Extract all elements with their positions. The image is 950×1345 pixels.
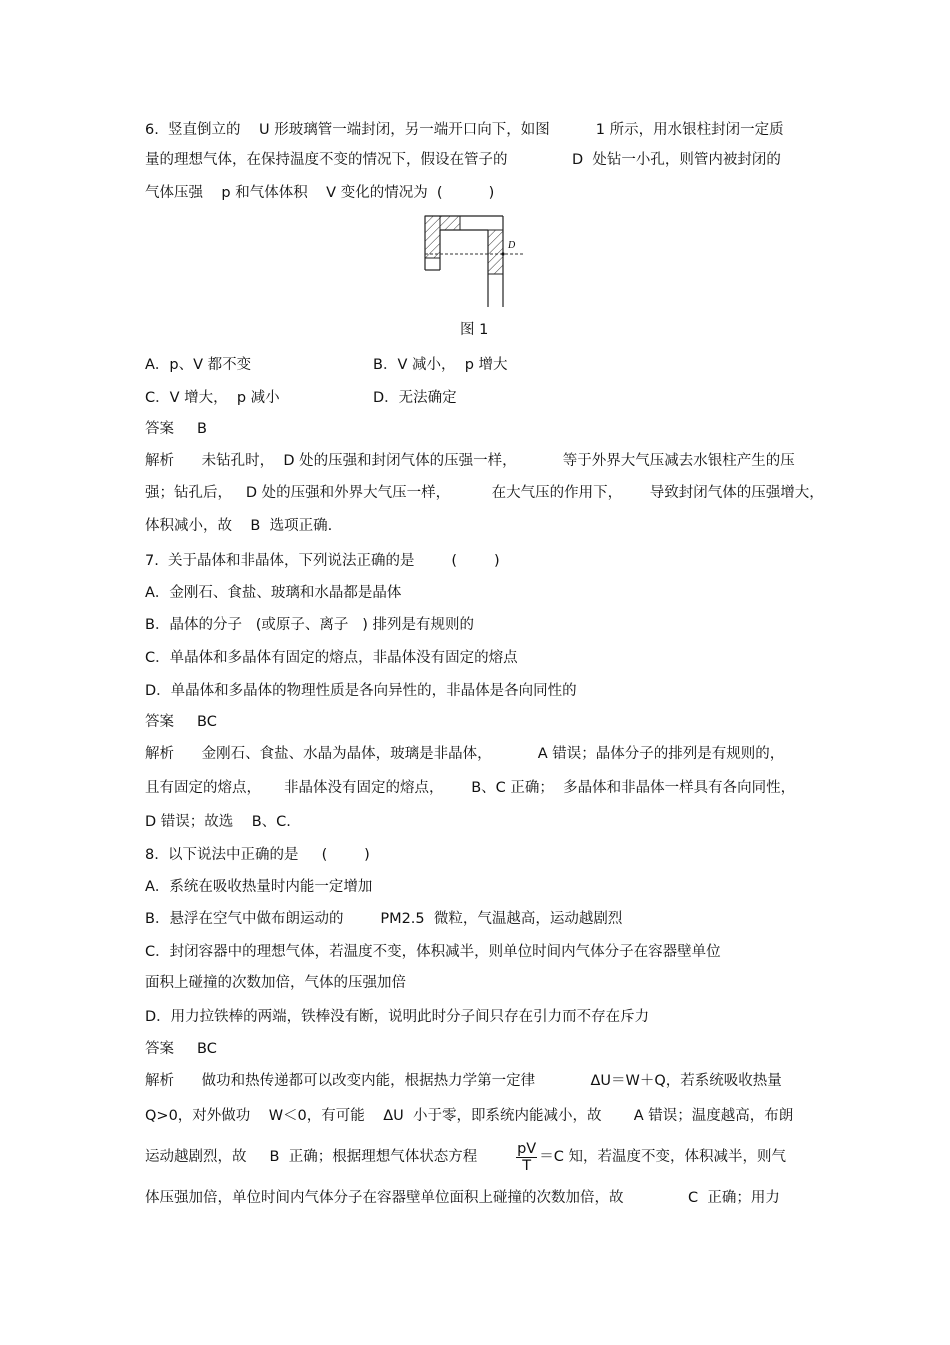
q7-analysis-line-3: D 错误；故选 B、C. [145, 814, 291, 830]
q6-analysis-line-2: 强；钻孔后， D 处的压强和外界大气压一样， 在大气压的作用下， 导致封闭气体的压强增大， [145, 485, 824, 501]
figure-caption: 图 1 [460, 322, 489, 338]
q6-analysis-line-1: 解析 未钻孔时， D 处的压强和封闭气体的压强一样， 等于外界大气压减去水银柱产生的压 [145, 453, 795, 469]
q8-option-c-line-2: 面积上碰撞的次数加倍，气体的压强加倍 [145, 975, 406, 991]
q6-analysis-line-3: 体积减小，故 B 选项正确. [145, 518, 333, 534]
q8-analysis-line-1: 解析 做功和热传递都可以改变内能，根据热力学第一定律 ΔU＝W＋Q，若系统吸收热量 [145, 1073, 782, 1089]
mercury-top [440, 216, 460, 230]
q7-option-a: A．金刚石、食盐、玻璃和水晶都是晶体 [145, 585, 402, 601]
q7-analysis-line-1: 解析 金刚石、食盐、水晶为晶体，玻璃是非晶体， A 错误；晶体分子的排列是有规则的， [145, 746, 785, 762]
q8-analysis-line-2: Q>0，对外做功 W＜0，有可能 ΔU 小于零，即系统内能减小，故 A 错误；温度越高，布朗 [145, 1108, 794, 1124]
q6-option-d: D．无法确定 [373, 390, 457, 406]
point-d-marker [501, 252, 504, 255]
q8-option-d: D．用力拉铁棒的两端，铁棒没有断，说明此时分子间只存在引力而不存在斥力 [145, 1009, 650, 1025]
q7-stem: 7. 关于晶体和非晶体，下列说法正确的是 ( ) [145, 553, 500, 569]
q8-option-c-line-1: C．封闭容器中的理想气体，若温度不变，体积减半，则单位时间内气体分子在容器壁单位 [145, 944, 721, 960]
q8-option-b: B．悬浮在空气中做布朗运动的 PM2.5 微粒，气温越高，运动越剧烈 [145, 911, 623, 927]
point-d-label: D [508, 240, 516, 251]
q6-answer: 答案 B [145, 421, 207, 437]
q8-option-a: A．系统在吸收热量时内能一定增加 [145, 879, 373, 895]
q6-stem-line-3: 气体压强 p 和气体体积 V 变化的情况为 ( ) [145, 185, 495, 201]
q8-analysis-line-3-after: ＝C 知，若温度不变，体积减半，则气 [539, 1149, 786, 1165]
q6-option-b: B．V 减小， p 增大 [373, 357, 508, 373]
q7-analysis-line-2: 且有固定的熔点， 非晶体没有固定的熔点， B、C 正确； 多晶体和非晶体一样具有各向同性， [145, 780, 796, 796]
u-tube-figure [420, 212, 530, 312]
q6-option-a: A．p、V 都不变 [145, 357, 252, 373]
mercury-left [425, 216, 440, 258]
fraction-denominator: T [522, 1157, 532, 1174]
q7-answer: 答案 BC [145, 714, 217, 730]
q8-analysis-line-3-before: 运动越剧烈，故 B 正确；根据理想气体状态方程 [145, 1149, 515, 1165]
q7-option-b: B．晶体的分子 (或原子、离子 ) 排列是有规则的 [145, 617, 475, 633]
fraction-numerator: pV [517, 1140, 537, 1157]
q8-analysis-line-3 [145, 1138, 786, 1176]
pv-over-t-fraction [516, 1141, 537, 1174]
q8-stem: 8. 以下说法中正确的是 ( ) [145, 847, 370, 863]
q8-analysis-line-4: 体压强加倍，单位时间内气体分子在容器壁单位面积上碰撞的次数加倍，故 C 正确；用力 [145, 1190, 780, 1206]
q8-answer: 答案 BC [145, 1041, 217, 1057]
q6-stem-line-1: 6. 竖直倒立的 U 形玻璃管一端封闭，另一端开口向下，如图 1 所示，用水银柱封闭一定质 [145, 122, 784, 138]
q6-option-c: C．V 增大， p 减小 [145, 390, 280, 406]
mercury-right [488, 230, 503, 274]
q7-option-d: D．单晶体和多晶体的物理性质是各向异性的，非晶体是各向同性的 [145, 683, 577, 699]
q7-option-c: C．单晶体和多晶体有固定的熔点，非晶体没有固定的熔点 [145, 650, 518, 666]
q6-stem-line-2: 量的理想气体，在保持温度不变的情况下，假设在管子的 D 处钻一小孔，则管内被封闭的 [145, 152, 781, 168]
